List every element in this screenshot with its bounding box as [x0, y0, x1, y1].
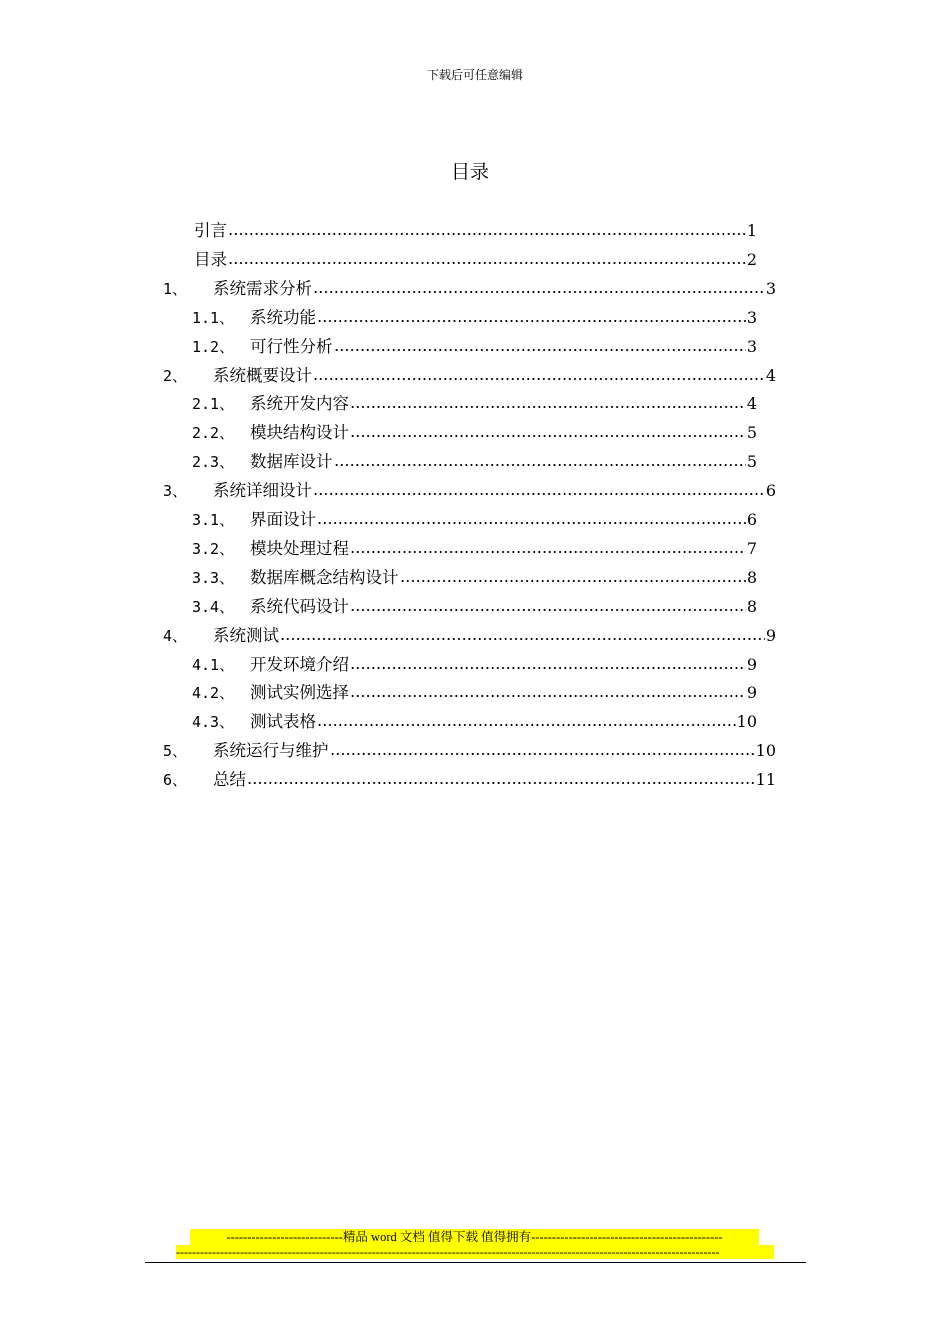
toc-page-number: 10 — [755, 741, 776, 761]
toc-dot-leader — [400, 579, 746, 583]
toc-page-number: 7 — [746, 538, 757, 558]
toc-entry-title: 系统测试 — [213, 625, 279, 645]
toc-entry-number: 5、 — [163, 742, 188, 761]
toc-entry[interactable] — [192, 299, 757, 328]
toc-dot-leader — [228, 261, 746, 265]
toc-dot-leader — [313, 290, 765, 294]
toc-page-number: 3 — [765, 278, 776, 298]
toc-entry[interactable] — [192, 530, 757, 559]
toc-entry-number: 3.1、 — [192, 511, 235, 529]
toc-entry-number: 4.2、 — [192, 684, 235, 703]
toc-dot-leader — [350, 666, 746, 670]
toc-entry[interactable] — [192, 385, 757, 414]
toc-entry-number: 2.1、 — [192, 395, 235, 414]
toc-page-number: 9 — [746, 683, 757, 703]
toc-entry-title: 系统功能 — [250, 307, 316, 327]
toc-entry-number: 2.2、 — [192, 424, 235, 443]
toc-entry-title: 系统概要设计 — [213, 365, 312, 385]
toc-entry-title: 开发环境介绍 — [250, 654, 349, 674]
toc-page-number: 3 — [746, 307, 757, 327]
toc-dot-leader — [350, 694, 746, 698]
toc-title: 目录 — [450, 161, 489, 183]
toc-entry[interactable] — [192, 328, 757, 357]
toc-page-number: 6 — [765, 481, 776, 501]
toc-page-number: 8 — [746, 596, 757, 616]
toc-entry-title: 数据库设计 — [250, 452, 333, 472]
toc-entry[interactable] — [163, 761, 776, 790]
toc-entry[interactable] — [194, 241, 757, 270]
toc-entry-title: 模块结构设计 — [250, 423, 349, 443]
toc-page-number: 5 — [746, 452, 757, 472]
toc-page-number: 6 — [746, 510, 757, 529]
toc-dot-leader — [247, 781, 755, 785]
toc-page-number: 2 — [746, 249, 757, 269]
toc-entry-title: 测试实例选择 — [250, 683, 349, 703]
toc-page-number: 8 — [746, 567, 757, 587]
toc-entry[interactable] — [163, 270, 776, 299]
toc-entry[interactable] — [163, 617, 776, 646]
footer-rule — [145, 1262, 806, 1263]
toc-entry-number: 2.3、 — [192, 453, 235, 472]
toc-dot-leader — [350, 608, 746, 612]
toc-dot-leader — [313, 492, 765, 496]
toc-entry[interactable] — [194, 212, 757, 241]
toc-entry-title: 系统运行与维护 — [213, 741, 329, 761]
header-note: 下载后可任意编辑 — [426, 68, 523, 82]
toc-dot-leader — [313, 377, 765, 381]
footer-banner-dashes: ---------------------------------------------------------------------------------------------------------------------------------------- — [176, 1245, 774, 1259]
toc-entry-number: 1、 — [163, 279, 188, 298]
toc-page-number: 10 — [736, 712, 757, 732]
toc-entry[interactable] — [192, 559, 757, 588]
toc-dot-leader — [350, 550, 746, 554]
toc-entry[interactable] — [192, 501, 757, 530]
toc-entry-title: 可行性分析 — [250, 336, 333, 356]
toc-entry[interactable] — [192, 674, 757, 703]
toc-page-number: 4 — [746, 394, 757, 414]
toc-page-number: 3 — [746, 336, 757, 356]
toc-entry[interactable] — [192, 414, 757, 443]
toc-entry[interactable] — [192, 443, 757, 472]
toc-entry-title: 模块处理过程 — [250, 538, 349, 558]
toc-entry[interactable] — [163, 732, 776, 761]
toc-page-number: 9 — [765, 625, 776, 645]
toc-dot-leader — [330, 752, 755, 756]
toc-dot-leader — [228, 232, 746, 236]
toc-page-number: 11 — [755, 770, 776, 790]
toc-entry-title: 系统详细设计 — [213, 481, 312, 501]
toc-entry-title: 界面设计 — [250, 510, 316, 529]
toc-entry-number: 6、 — [163, 771, 188, 790]
toc-entry-title: 引言 — [194, 221, 227, 240]
toc-entry-number: 2、 — [163, 366, 188, 385]
toc-entry-number: 1.2、 — [192, 337, 235, 356]
toc-entry-title: 总结 — [213, 770, 246, 790]
toc-entry-title: 系统需求分析 — [213, 278, 312, 298]
toc-dot-leader — [317, 319, 746, 323]
toc-entry-number: 4.3、 — [192, 713, 235, 732]
toc-entry-title: 测试表格 — [250, 712, 316, 732]
toc-page-number: 5 — [746, 423, 757, 443]
toc-entry-number: 1.1、 — [192, 308, 235, 327]
toc-dot-leader — [350, 405, 746, 409]
toc-dot-leader — [334, 348, 746, 352]
footer-banner-text: ----------------------------精品 word 文档 值得下载 值得拥有---------------------------------------------- — [190, 1229, 759, 1245]
toc-entry-number: 4.1、 — [192, 655, 235, 674]
toc-entry[interactable] — [192, 646, 757, 675]
toc-dot-leader — [334, 463, 746, 467]
toc-page-number: 1 — [746, 221, 757, 240]
toc-entry-number: 3.3、 — [192, 568, 235, 587]
toc-entry-number: 3.4、 — [192, 597, 235, 616]
toc-entry-title: 系统开发内容 — [250, 394, 349, 414]
toc-page-number: 9 — [746, 654, 757, 674]
toc-entry-title: 系统代码设计 — [250, 596, 349, 616]
toc-entry-number: 3、 — [163, 482, 188, 501]
toc-entry[interactable] — [163, 357, 776, 386]
toc-entry-title: 数据库概念结构设计 — [250, 567, 399, 587]
toc-dot-leader — [280, 637, 765, 641]
toc-dot-leader — [317, 723, 736, 727]
toc-dot-leader — [317, 521, 746, 525]
toc-entry[interactable] — [192, 588, 757, 617]
toc-entry[interactable] — [163, 472, 776, 501]
toc-entry-title: 目录 — [194, 249, 227, 269]
toc-entry-number: 4、 — [163, 626, 188, 645]
toc-entry-number: 3.2、 — [192, 539, 235, 558]
toc-entry[interactable] — [192, 703, 757, 732]
toc-page-number: 4 — [765, 365, 776, 385]
toc-dot-leader — [350, 434, 746, 438]
